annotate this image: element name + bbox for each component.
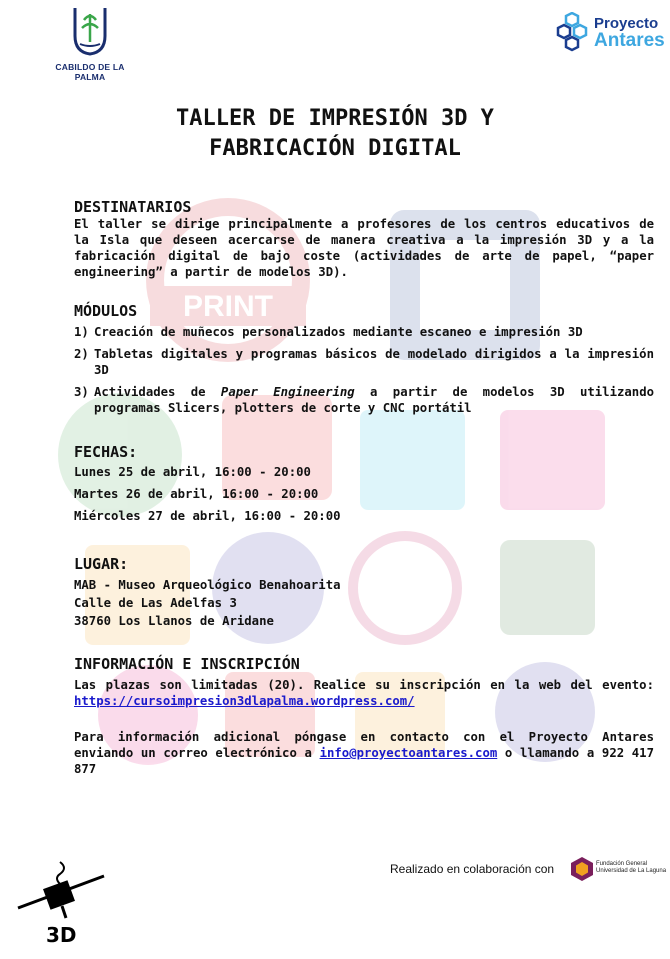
section-lugar bbox=[74, 555, 654, 630]
cabildo-crest-icon bbox=[70, 6, 110, 56]
informacion-text-2: Para información adicional póngase en contacto con el Proyecto Antares enviando un correo electrónico a info@proyectoantares.com o llamando a 922 417 877 bbox=[74, 730, 654, 776]
collab-text: Realizado en colaboración con bbox=[390, 862, 555, 876]
list-item: 1) Creación de muñecos personalizados mediante escaneo e impresión 3D bbox=[74, 325, 583, 339]
cabildo-logo bbox=[40, 6, 140, 82]
lugar-line-3: 38760 Los Llanos de Aridane bbox=[74, 614, 274, 628]
title-line-1: TALLER DE IMPRESIÓN 3D Y bbox=[176, 106, 494, 131]
fecha-2: Martes 26 de abril, 16:00 - 20:00 bbox=[74, 487, 319, 501]
svg-text:PRINT: PRINT bbox=[183, 290, 273, 323]
informacion-heading: INFORMACIÓN E INSCRIPCIÓN bbox=[74, 655, 300, 673]
lugar-line-1: MAB - Museo Arqueológico Benahoarita bbox=[74, 578, 341, 592]
3d-printer-logo-icon bbox=[16, 858, 106, 948]
event-web-link[interactable]: https://cursoimpresion3dlapalma.wordpress.com/ bbox=[74, 694, 415, 708]
fundacion-label: Fundación General Universidad de La Laguna bbox=[596, 861, 667, 874]
informacion-text-1: Las plazas son limitadas (20). Realice su inscripción en la web del evento: https://cursoimpresion3dlapalma.wordpress.com/ bbox=[74, 678, 654, 708]
list-item: 3) Actividades de Paper Engineering a partir de modelos 3D utilizando programas Slicers, plotters de corte y CNC portátil bbox=[74, 385, 655, 415]
fundacion-logo-icon bbox=[570, 856, 594, 882]
modulos-heading: MÓDULOS bbox=[74, 302, 138, 320]
destinatarios-heading: DESTINATARIOS bbox=[74, 198, 192, 216]
lugar-line-2: Calle de Las Adelfas 3 bbox=[74, 596, 237, 610]
cabildo-label: CABILDO DE LA PALMA bbox=[55, 62, 125, 82]
antares-label-1: Proyecto bbox=[594, 15, 659, 32]
fecha-3: Miércoles 27 de abril, 16:00 - 20:00 bbox=[74, 509, 341, 523]
hexagon-network-icon bbox=[556, 12, 594, 52]
fecha-1: Lunes 25 de abril, 16:00 - 20:00 bbox=[74, 465, 311, 479]
svg-text:3D: 3D bbox=[46, 923, 77, 947]
section-modulos bbox=[74, 302, 654, 422]
destinatarios-text: El taller se dirige principalmente a profesores de los centros educativos de la Isla que deseen acercarse de manera creativa a la impresión 3D y a la fabricación digital de bajo coste (actividades de arte de papel, “paper engineering” a partir de modelos 3D). bbox=[74, 217, 654, 279]
section-destinatarios bbox=[74, 198, 654, 280]
antares-label-2: Antares bbox=[594, 30, 665, 51]
fechas-heading: FECHAS: bbox=[74, 443, 138, 461]
title-line-2: FABRICACIÓN DIGITAL bbox=[209, 136, 461, 161]
list-item: 2) Tabletas digitales y programas básicos de modelado dirigidos a la impresión 3D bbox=[74, 347, 654, 377]
lugar-heading: LUGAR: bbox=[74, 555, 129, 573]
section-fechas bbox=[74, 443, 654, 527]
page-title bbox=[0, 104, 670, 164]
antares-logo bbox=[556, 12, 668, 52]
email-link[interactable]: info@proyectoantares.com bbox=[319, 746, 498, 760]
modulos-list bbox=[74, 324, 654, 416]
section-informacion bbox=[74, 655, 654, 777]
